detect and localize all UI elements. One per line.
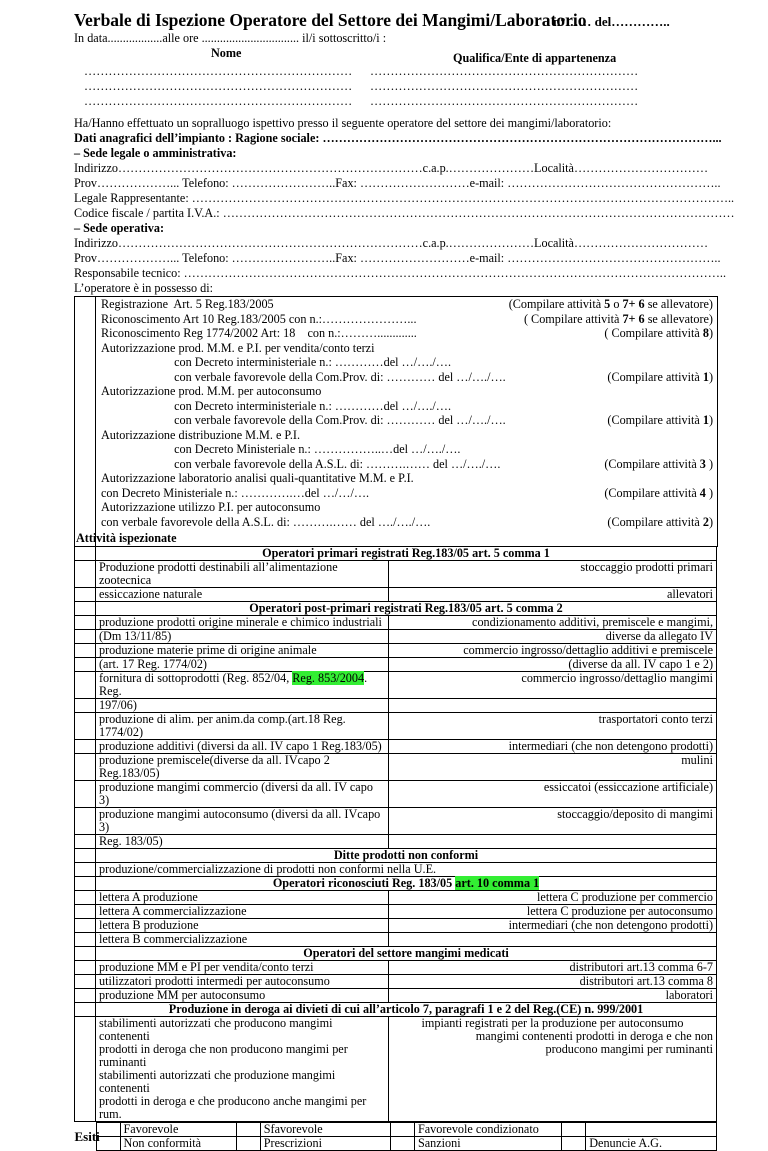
activity-text: intermediari (che non detengono prodotti) bbox=[509, 918, 713, 932]
deroga-line: ruminanti bbox=[99, 1056, 385, 1069]
activity-text: lettera B produzione bbox=[99, 918, 199, 932]
activity-text: condizionamento additivi, premiscele e mangimi, bbox=[472, 615, 713, 629]
activity-left[interactable] bbox=[96, 754, 389, 781]
highlighted-text: Reg. 853/2004 bbox=[292, 671, 364, 685]
activity-left[interactable] bbox=[96, 740, 389, 754]
activities-table bbox=[74, 546, 717, 1151]
table-row bbox=[75, 975, 717, 989]
checkbox-cell[interactable] bbox=[562, 1137, 586, 1151]
activity-right[interactable] bbox=[389, 658, 717, 672]
checkbox-cell[interactable] bbox=[75, 989, 96, 1003]
section-title-text: Operatori del settore mangimi medicati bbox=[303, 946, 509, 960]
deroga-line: mangimi contenenti prodotti in deroga e che non bbox=[392, 1030, 713, 1043]
activity-text: intermediari (che non detengono prodotti) bbox=[509, 739, 713, 753]
section-primari bbox=[75, 547, 717, 561]
activity-text: (art. 17 Reg. 1774/02) bbox=[99, 657, 207, 671]
table-row bbox=[75, 781, 717, 808]
checkbox-cell[interactable] bbox=[75, 808, 96, 835]
legale-rappresentante: Legale Rappresentante: …………………………………………………………………………………………………………………….. bbox=[74, 191, 734, 205]
table-row bbox=[75, 588, 717, 602]
registration-note: ( Compilare attività 8) bbox=[604, 326, 713, 340]
activity-text: distributori art.13 comma 8 bbox=[580, 974, 713, 988]
activity-left[interactable] bbox=[96, 933, 389, 947]
section-title-text: Produzione in deroga ai divieti di cui all’articolo 7, paragrafi 1 e 2 del Reg.(CE) n. 999/2001 bbox=[169, 1002, 644, 1016]
registration-note: (Compilare attività 1) bbox=[607, 370, 713, 384]
checkbox-cell[interactable] bbox=[75, 1003, 96, 1017]
deroga-line: prodotti in deroga che non producono mangimi per bbox=[99, 1043, 385, 1056]
registration-item: con verbale favorevole della Com.Prov. di: ………… del …/…./…. bbox=[101, 413, 506, 427]
activity-text: lettera A produzione bbox=[99, 890, 198, 904]
table-row bbox=[75, 891, 717, 905]
esiti-table bbox=[96, 1122, 717, 1151]
deroga-right[interactable] bbox=[389, 1017, 717, 1122]
highlighted-text: art. 10 comma 1 bbox=[455, 876, 539, 890]
activity-right[interactable] bbox=[389, 713, 717, 740]
table-row bbox=[75, 933, 717, 947]
activity-text: (Dm 13/11/85) bbox=[99, 629, 171, 643]
section-deroga bbox=[75, 1003, 717, 1017]
activity-left[interactable] bbox=[96, 644, 389, 658]
activity-text: stoccaggio prodotti primari bbox=[580, 560, 713, 574]
qualifica-dots-3: ………………………………………………………… bbox=[370, 94, 638, 108]
checkbox-cell[interactable] bbox=[390, 1123, 414, 1137]
checkbox-cell[interactable] bbox=[75, 849, 96, 863]
registration-item: Autorizzazione prod. M.M. e P.I. per vendita/conto terzi bbox=[101, 341, 374, 355]
indirizzo-legale: Indirizzo…………………………………………………………………c.a.p.…………………Località…………………………… bbox=[74, 161, 708, 175]
checkbox-cell[interactable] bbox=[75, 919, 96, 933]
activity-text: produzione premiscele(diverse da all. IVcapo 2 Reg.183/05) bbox=[99, 753, 330, 780]
deroga-line: prodotti in deroga e che producono anche mangimi per rum. bbox=[99, 1095, 385, 1121]
activity-right[interactable] bbox=[389, 781, 717, 808]
registration-note: (Compilare attività 2) bbox=[607, 515, 713, 529]
ragione-sociale: Dati anagrafici dell’impianto : Ragione sociale: ……………………………………………………………………………………... bbox=[74, 131, 722, 145]
checkbox-cell[interactable] bbox=[75, 602, 96, 616]
qualifica-dots-2: ………………………………………………………… bbox=[370, 79, 638, 93]
activity-left[interactable] bbox=[96, 905, 389, 919]
activity-text: utilizzatori prodotti intermedi per autoconsumo bbox=[99, 974, 330, 988]
activity-text: produzione materie prime di origine animale bbox=[99, 643, 317, 657]
checkbox-cell[interactable] bbox=[75, 947, 96, 961]
registration-item: con Decreto Ministeriale n.: ………….…del …/…/…. bbox=[101, 486, 369, 500]
responsabile-tecnico: Responsabile tecnico: …………………………………………………………………………………………………………………….. bbox=[74, 266, 726, 280]
activity-right[interactable] bbox=[389, 835, 717, 849]
activity-left[interactable] bbox=[96, 630, 389, 644]
section-title-text: Operatori riconosciuti Reg. 183/05 bbox=[273, 876, 455, 890]
activity-text: diverse da allegato IV bbox=[606, 629, 713, 643]
activity-right[interactable] bbox=[389, 905, 717, 919]
table-row bbox=[75, 713, 717, 740]
activity-text: produzione additivi (diversi da all. IV capo 1 Reg.183/05) bbox=[99, 739, 382, 753]
checkbox-cell[interactable] bbox=[96, 1137, 120, 1151]
activity-left[interactable] bbox=[96, 808, 389, 835]
activity-right[interactable] bbox=[389, 754, 717, 781]
qualifica-label: Qualifica/Ente di appartenenza bbox=[453, 51, 616, 65]
table-row bbox=[75, 808, 717, 835]
activity-text: produzione MM per autoconsumo bbox=[99, 988, 265, 1002]
activity-left[interactable] bbox=[96, 835, 389, 849]
checkbox-cell[interactable] bbox=[562, 1123, 586, 1137]
checkbox-cell[interactable] bbox=[75, 672, 96, 699]
activity-text: essiccatoi (essiccazione artificiale) bbox=[544, 780, 713, 794]
table-row bbox=[75, 644, 717, 658]
checkbox-cell[interactable] bbox=[236, 1123, 260, 1137]
activity-left[interactable] bbox=[96, 658, 389, 672]
activity-left[interactable] bbox=[96, 616, 389, 630]
section-title-text: Ditte prodotti non conformi bbox=[334, 848, 478, 862]
activity-text: essiccazione naturale bbox=[99, 587, 202, 601]
nome-dots-3: ………………………………………………………… bbox=[84, 94, 352, 108]
activity-right[interactable] bbox=[389, 588, 717, 602]
activity-text: fornitura di sottoprodotti (Reg. 852/04, bbox=[99, 671, 292, 685]
section-riconosciuti bbox=[75, 877, 717, 891]
registration-note: (Compilare attività 3 ) bbox=[604, 457, 713, 471]
checkbox-cell[interactable] bbox=[75, 877, 96, 891]
activity-left[interactable] bbox=[96, 713, 389, 740]
table-row bbox=[75, 672, 717, 699]
esito-prescrizioni[interactable]: Prescrizioni bbox=[260, 1137, 390, 1151]
table-row bbox=[75, 754, 717, 781]
esito-denunce[interactable]: Denuncie A.G. bbox=[586, 1137, 716, 1151]
registration-item: con Decreto interministeriale n.: …………del …/…./…. bbox=[101, 399, 451, 413]
verbale-number: n°…… del………….. bbox=[553, 14, 670, 30]
checkbox-cell[interactable] bbox=[75, 699, 96, 713]
registration-item: con verbale favorevole della A.S.L. di: ……….…… del …./…./…. bbox=[101, 515, 430, 529]
checkbox-cell[interactable] bbox=[75, 781, 96, 808]
table-row bbox=[75, 863, 717, 877]
section-title-text: Operatori primari registrati Reg.183/05 art. 5 comma 1 bbox=[262, 546, 550, 560]
activity-right[interactable] bbox=[389, 808, 717, 835]
nome-label: Nome bbox=[211, 46, 241, 60]
checkbox-cell[interactable] bbox=[75, 561, 96, 588]
deroga-left[interactable] bbox=[96, 1017, 389, 1122]
sede-legale-heading: – Sede legale o amministrativa: bbox=[74, 146, 236, 160]
section-riconosciuti-title bbox=[96, 877, 717, 891]
checkbox-cell[interactable] bbox=[75, 616, 96, 630]
checkbox-cell[interactable] bbox=[75, 740, 96, 754]
possesso-line: L’operatore è in possesso di: bbox=[74, 281, 213, 295]
activity-text: lettera A commercializzazione bbox=[99, 904, 247, 918]
checkbox-cell[interactable] bbox=[75, 1017, 96, 1122]
deroga-line: stabilimenti autorizzati che produzione mangimi contenenti bbox=[99, 1069, 385, 1095]
checkbox-cell[interactable] bbox=[75, 644, 96, 658]
activity-text: lettera B commercializzazione bbox=[99, 932, 247, 946]
section-post-primari-title bbox=[96, 602, 717, 616]
activity-right[interactable] bbox=[389, 989, 717, 1003]
activity-text: trasportatori conto terzi bbox=[599, 712, 713, 726]
table-row bbox=[75, 989, 717, 1003]
activity-text: Reg. 183/05) bbox=[99, 834, 163, 848]
deroga-line: stabilimenti autorizzati che producono mangimi contenenti bbox=[99, 1017, 385, 1043]
activity-left[interactable] bbox=[96, 672, 389, 699]
activity-text: distributori art.13 comma 6-7 bbox=[570, 960, 714, 974]
registration-item: Riconoscimento Art 10 Reg.183/2005 con n.:…………………... bbox=[101, 312, 417, 326]
prov-operativa: Prov………………... Telefono: ……………………..Fax: ………………………e-mail: …………………………………………….. bbox=[74, 251, 721, 265]
activity-text: lettera C produzione per commercio bbox=[537, 890, 713, 904]
activity-text: . Reg. bbox=[99, 671, 367, 698]
activity-text: 197/06) bbox=[99, 698, 137, 712]
table-row bbox=[75, 919, 717, 933]
activity-text: stoccaggio/deposito di mangimi bbox=[557, 807, 713, 821]
table-row bbox=[75, 835, 717, 849]
activity-text: lettera C produzione per autoconsumo bbox=[527, 904, 713, 918]
registration-item: Autorizzazione utilizzo P.I. per autoconsumo bbox=[101, 500, 320, 514]
sede-operativa-heading: – Sede operativa: bbox=[74, 221, 164, 235]
activity-right[interactable] bbox=[389, 975, 717, 989]
registration-note: ( Compilare attività 7+ 6 se allevatore) bbox=[524, 312, 713, 326]
activity-right[interactable] bbox=[389, 561, 717, 588]
section-non-conformi-title bbox=[96, 849, 717, 863]
checkbox-cell[interactable] bbox=[75, 891, 96, 905]
intro-line: Ha/Hanno effettuato un sopralluogo ispettivo presso il seguente operatore del settore dei mangimi/laboratorio: bbox=[74, 116, 611, 130]
activity-text: produzione prodotti origine minerale e chimico industriali bbox=[99, 615, 382, 629]
indirizzo-operativa: Indirizzo…………………………………………………………………c.a.p.…………………Località…………………………… bbox=[74, 236, 708, 250]
registration-note: (Compilare attività 4 ) bbox=[604, 486, 713, 500]
activity-text: produzione mangimi autoconsumo (diversi da all. IVcapo 3) bbox=[99, 807, 380, 834]
blank[interactable] bbox=[586, 1123, 716, 1137]
prov-legale: Prov………………... Telefono: ……………………..Fax: ………………………e-mail: …………………………………………….. bbox=[74, 176, 721, 190]
activity-right[interactable] bbox=[389, 630, 717, 644]
activity-text: Produzione prodotti destinabili all’alimentazione zootecnica bbox=[99, 560, 338, 587]
esito-non-conformita[interactable]: Non conformità bbox=[120, 1137, 236, 1151]
checkbox-cell[interactable] bbox=[75, 547, 96, 561]
registration-item: Autorizzazione prod. M.M. per autoconsumo bbox=[101, 384, 321, 398]
activity-left[interactable] bbox=[96, 561, 389, 588]
checkbox-cell[interactable] bbox=[96, 1123, 120, 1137]
section-non-conformi bbox=[75, 849, 717, 863]
registration-item: Riconoscimento Reg 1774/2002 Art: 18 con n.:………............. bbox=[101, 326, 417, 340]
activity-text: laboratori bbox=[666, 988, 713, 1002]
registration-item: Autorizzazione laboratorio analisi quali-quantitative M.M. e P.I. bbox=[101, 471, 414, 485]
activity-right[interactable] bbox=[389, 891, 717, 905]
esiti-label: Esiti bbox=[75, 1122, 96, 1151]
activity-right[interactable] bbox=[389, 644, 717, 658]
activity-right[interactable] bbox=[389, 740, 717, 754]
section-title-text: Operatori post-primari registrati Reg.183/05 art. 5 comma 2 bbox=[249, 601, 563, 615]
deroga-line: producono mangimi per ruminanti bbox=[392, 1043, 713, 1056]
activity-left[interactable] bbox=[96, 961, 389, 975]
table-row bbox=[75, 616, 717, 630]
activity-left[interactable] bbox=[96, 699, 389, 713]
section-medicati bbox=[75, 947, 717, 961]
checkbox-cell[interactable] bbox=[75, 863, 96, 877]
activity-text: commercio ingrosso/dettaglio additivi e premiscele bbox=[463, 643, 713, 657]
qualifica-dots-1: ………………………………………………………… bbox=[370, 64, 638, 78]
registration-item: con verbale favorevole della Com.Prov. di: ………… del …/…./…. bbox=[101, 370, 506, 384]
registration-note: (Compilare attività 1) bbox=[607, 413, 713, 427]
registration-item: con Decreto interministeriale n.: …………del …/…./…. bbox=[101, 355, 451, 369]
table-row bbox=[75, 1017, 717, 1122]
registration-item: Autorizzazione distribuzione M.M. e P.I. bbox=[101, 428, 300, 442]
deroga-line: impianti registrati per la produzione per autoconsumo bbox=[392, 1017, 713, 1030]
checkbox-cell[interactable] bbox=[236, 1137, 260, 1151]
checkbox-cell[interactable] bbox=[75, 630, 96, 644]
section-deroga-title bbox=[96, 1003, 717, 1017]
activity-text: produzione MM e PI per vendita/conto terzi bbox=[99, 960, 314, 974]
activity-text: produzione di alim. per anim.da comp.(art.18 Reg. 1774/02) bbox=[99, 712, 346, 739]
checkbox-cell[interactable] bbox=[75, 975, 96, 989]
activity-left[interactable] bbox=[96, 975, 389, 989]
activity-text: (diverse da all. IV capo 1 e 2) bbox=[568, 657, 713, 671]
nome-dots-1: ………………………………………………………… bbox=[84, 64, 352, 78]
registration-item: Registrazione Art. 5 Reg.183/2005 bbox=[101, 297, 274, 311]
activity-right[interactable] bbox=[389, 961, 717, 975]
activity-right[interactable] bbox=[389, 933, 717, 947]
activity-right[interactable] bbox=[389, 919, 717, 933]
activity-left[interactable] bbox=[96, 989, 389, 1003]
section-medicati-title bbox=[96, 947, 717, 961]
activity-text: mulini bbox=[681, 753, 713, 767]
registration-item: con Decreto Ministeriale n.: ……………..…del …/…./…. bbox=[101, 442, 460, 456]
checkbox-cell[interactable] bbox=[390, 1137, 414, 1151]
checkbox-cell[interactable] bbox=[75, 754, 96, 781]
table-row bbox=[75, 905, 717, 919]
table-row bbox=[75, 740, 717, 754]
section-post-primari bbox=[75, 602, 717, 616]
table-row bbox=[75, 961, 717, 975]
activity-left[interactable] bbox=[96, 588, 389, 602]
activity-text: produzione mangimi commercio (diversi da all. IV capo 3) bbox=[99, 780, 373, 807]
esito-sfavorevole[interactable]: Sfavorevole bbox=[260, 1123, 390, 1137]
esito-favorevole-condizionato[interactable]: Favorevole condizionato bbox=[414, 1123, 561, 1137]
esito-favorevole[interactable]: Favorevole bbox=[120, 1123, 236, 1137]
registration-note: (Compilare attività 5 o 7+ 6 se allevatore) bbox=[509, 297, 713, 311]
table-row bbox=[75, 630, 717, 644]
attivita-label: Attività ispezionate bbox=[76, 531, 177, 545]
esiti-row bbox=[75, 1122, 717, 1151]
esiti-cell bbox=[96, 1122, 717, 1151]
codice-fiscale: Codice fiscale / partita I.V.A.: ……………………………………………………………………………………………………………… bbox=[74, 206, 735, 220]
table-row bbox=[75, 658, 717, 672]
table-row bbox=[75, 561, 717, 588]
date-line: In data..................alle ore ................................ il/i sottoscritto/i : bbox=[74, 31, 386, 45]
registration-item: con verbale favorevole della A.S.L. di: ……….…… del …/…./…. bbox=[101, 457, 500, 471]
activity-right[interactable] bbox=[389, 616, 717, 630]
section-primari-title bbox=[96, 547, 717, 561]
activity-left[interactable]: produzione/commercializzazione di prodotti non conformi nella U.E. bbox=[96, 863, 717, 877]
checkbox-cell[interactable] bbox=[75, 933, 96, 947]
activity-text: allevatori bbox=[667, 587, 713, 601]
activity-left[interactable] bbox=[96, 781, 389, 808]
document-title: Verbale di Ispezione Operatore del Settore dei Mangimi/Laboratorio bbox=[74, 10, 586, 31]
checkbox-cell[interactable] bbox=[75, 713, 96, 740]
checkbox-cell[interactable] bbox=[75, 835, 96, 849]
nome-dots-2: ………………………………………………………… bbox=[84, 79, 352, 93]
activity-left[interactable] bbox=[96, 891, 389, 905]
checkbox-cell[interactable] bbox=[75, 961, 96, 975]
activity-text: commercio ingrosso/dettaglio mangimi bbox=[521, 671, 713, 685]
table-row bbox=[75, 699, 717, 713]
activity-right[interactable] bbox=[389, 699, 717, 713]
esito-sanzioni[interactable]: Sanzioni bbox=[414, 1137, 561, 1151]
checkbox-cell[interactable] bbox=[75, 658, 96, 672]
checkbox-cell[interactable] bbox=[75, 588, 96, 602]
activity-right[interactable] bbox=[389, 672, 717, 699]
activity-left[interactable] bbox=[96, 919, 389, 933]
checkbox-cell[interactable] bbox=[75, 905, 96, 919]
